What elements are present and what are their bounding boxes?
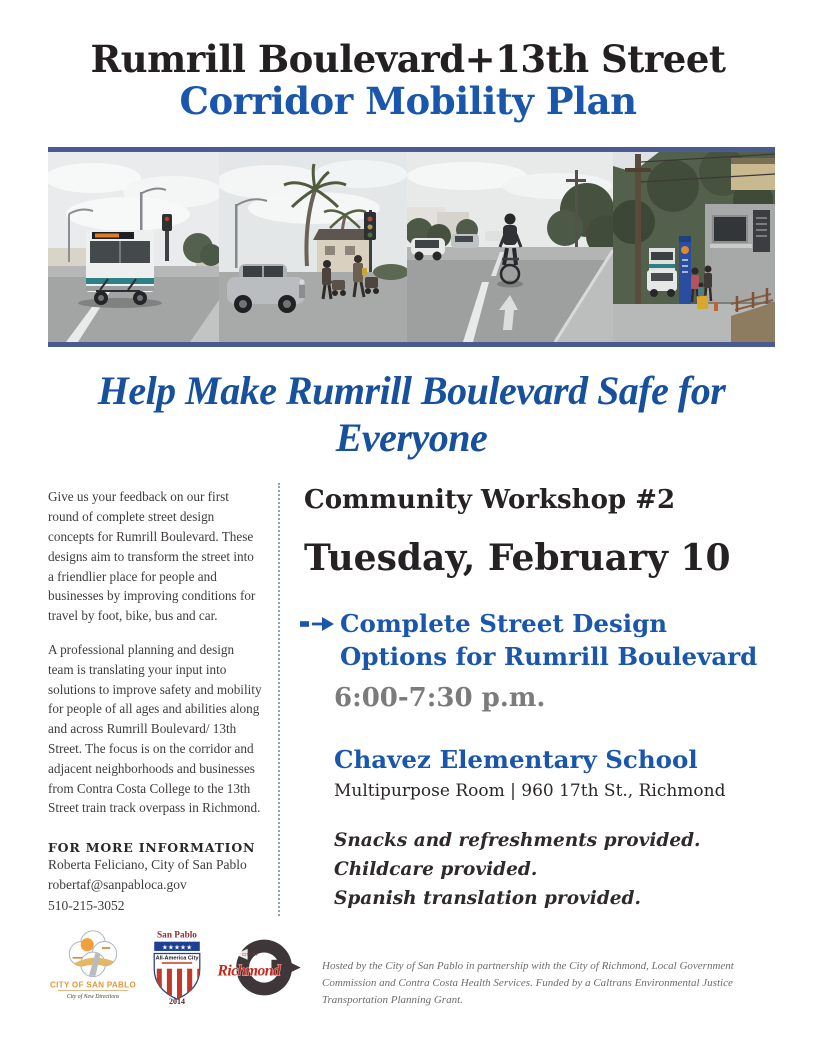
all-america-city-logo [150,928,204,1006]
headline: Help Make Rumrill Boulevard Safe for Everyone [97,368,726,461]
note-childcare: Childcare provided. [334,859,538,881]
flyer-title [0,0,816,122]
san-pablo-logo-title: CITY OF SAN PABLO [49,980,137,990]
workshop-topic-row [300,607,775,673]
more-info-heading: FOR MORE INFORMATION [48,840,256,856]
intro-paragraph-1: Give us your feedback on our first round of complete street design concepts for Rumrill Boulevard. These designs aim to transform the street into a friendlier place for people and businesses by improving conditions for travel by foot, bike, bus and car. [48,489,256,624]
note-snacks: Snacks and refreshments provided. [334,830,701,852]
photo-crosswalk-pedestrians [219,152,407,342]
workshop-column [280,483,775,916]
all-america-city-name: San Pablo [157,930,197,941]
title-line-1: Rumrill Boulevard+13th Street [90,37,726,81]
san-pablo-city-logo [48,928,138,1004]
photo-busstop-foodtruck [613,152,775,342]
richmond-city-logo [216,936,304,1000]
photo-cyclist-lane [407,152,613,342]
all-america-stars: ★★★★★ [161,943,193,952]
workshop-topic [340,607,757,673]
contact-email: robertaf@sanpabloca.gov [48,877,187,893]
intro-paragraph-2: A professional planning and design team is translating your input into solutions to improve safety and mobility for people of all ages and abilities along and across Rumrill Boulevard/ 13th Street. The focus is on the corridor and adjacent neighborhoods and businesses from Contra Costa College to the 13th Street train track overpass in Richmond. [48,641,262,816]
all-america-award: All-America City [155,955,199,962]
photo-bus-street [48,152,219,342]
richmond-logo-prefix: CITY OF [242,951,259,957]
workshop-topic-line-2: Options for Rumrill Boulevard [340,642,758,672]
note-translation: Spanish translation provided. [334,887,641,909]
workshop-venue-detail: Multipurpose Room | 960 17th St., Richmond [334,781,726,802]
contact-phone: 510-215-3052 [48,897,125,913]
san-pablo-logo-tagline: City of New Directions [66,993,120,1000]
workshop-notes [334,827,775,913]
arrow-bullet-icon [300,615,334,633]
main-content [48,483,775,916]
all-america-year: 2014 [169,996,185,1006]
footer [48,928,775,1009]
workshop-time: 6:00-7:30 p.m. [334,683,546,714]
partner-logos [48,928,304,1006]
photo-strip [48,147,775,347]
richmond-logo-name: Richmond [217,962,281,980]
contact-name: Roberta Feliciano, City of San Pablo [48,857,247,873]
workshop-topic-line-1: Complete Street Design [340,609,668,639]
title-line-2: Corridor Mobility Plan [179,79,637,124]
footer-credit: Hosted by the City of San Pablo in partnership with the City of Richmond, Local Government Commission and Contra Costa Health Services. Funded by a Caltrans Environmental Justice Transportation Planning Grant. [322,959,734,1006]
workshop-label: Community Workshop #2 [304,485,676,516]
workshop-date: Tuesday, February 10 [304,537,731,580]
intro-column [48,483,280,916]
workshop-venue: Chavez Elementary School [334,745,698,775]
